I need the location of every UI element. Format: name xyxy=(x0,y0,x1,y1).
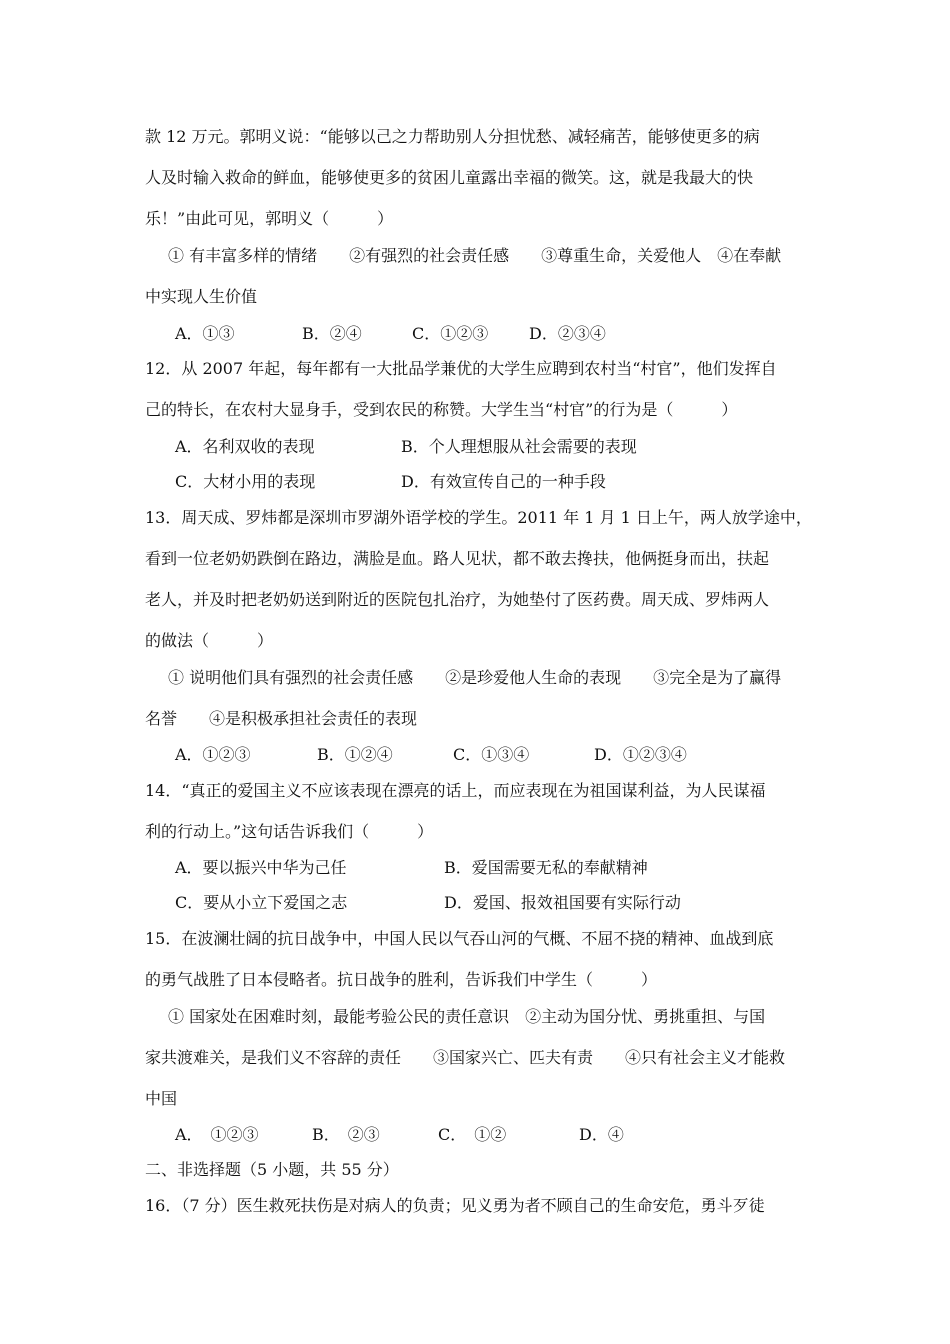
q12-line-2: 己的特长，在农村大显身手，受到农民的称赞。大学生当“村官”的行为是（ ） xyxy=(145,400,738,419)
q11-option-c: C．①②③ xyxy=(412,324,489,343)
q15-line-2: 的勇气战胜了日本侵略者。抗日战争的胜利，告诉我们中学生（ ） xyxy=(145,970,658,989)
q13-items-line-1: ① 说明他们具有强烈的社会责任感 ②是珍爱他人生命的表现 ③完全是为了赢得 xyxy=(168,668,782,687)
q15-option-c: C． ①② xyxy=(438,1125,507,1144)
q14-line-2: 利的行动上。”这句话告诉我们（ ） xyxy=(145,822,434,841)
q15-items-line-1: ① 国家处在困难时刻，最能考验公民的责任意识 ②主动为国分忧、勇挑重担、与国 xyxy=(168,1007,766,1026)
q11-items-line-1: ① 有丰富多样的情绪 ②有强烈的社会责任感 ③尊重生命，关爱他人 ④在奉献 xyxy=(168,246,782,265)
q15-option-d: D．④ xyxy=(579,1125,624,1144)
q11-option-a: A．①③ xyxy=(175,324,235,343)
section-heading: 二、非选择题（5 小题，共 55 分） xyxy=(145,1160,399,1179)
q13-option-a: A．①②③ xyxy=(175,745,251,764)
q13-items-line-2: 名誉 ④是积极承担社会责任的表现 xyxy=(145,709,418,728)
q14-option-a: A．要以振兴中华为己任 xyxy=(175,858,347,877)
q15-option-a: A． ①②③ xyxy=(175,1125,259,1144)
q11-items-line-2: 中实现人生价值 xyxy=(145,287,258,306)
q13-line-4: 的做法（ ） xyxy=(145,631,274,650)
q13-option-d: D．①②③④ xyxy=(594,745,687,764)
q11-line-1: 款 12 万元。郭明义说：“能够以己之力帮助别人分担忧愁、减轻痛苦，能够使更多的病 xyxy=(145,127,760,146)
q14-option-b: B．爱国需要无私的奉献精神 xyxy=(444,858,648,877)
q15-items-line-3: 中国 xyxy=(145,1089,178,1108)
q14-option-c: C．要从小立下爱国之志 xyxy=(175,893,348,912)
q12-line-1: 12．从 2007 年起，每年都有一大批品学兼优的大学生应聘到农村当“村官”，他们发挥自 xyxy=(145,359,777,378)
q16-line-1: 16．（7 分）医生救死扶伤是对病人的负责；见义勇为者不顾自己的生命安危，勇斗歹徒 xyxy=(145,1196,765,1215)
q15-line-1: 15．在波澜壮阔的抗日战争中，中国人民以气吞山河的气概、不屈不挠的精神、血战到底 xyxy=(145,929,774,948)
q14-line-1: 14．“真正的爱国主义不应该表现在漂亮的话上，而应表现在为祖国谋利益，为人民谋福 xyxy=(145,781,766,800)
q11-line-2: 人及时输入救命的鲜血，能够使更多的贫困儿童露出幸福的微笑。这，就是我最大的快 xyxy=(145,168,754,187)
q13-line-2: 看到一位老奶奶跌倒在路边，满脸是血。路人见状，都不敢去搀扶，他俩挺身而出，扶起 xyxy=(145,549,770,568)
q11-option-d: D．②③④ xyxy=(529,324,606,343)
q13-option-c: C．①③④ xyxy=(453,745,530,764)
q11-option-b: B．②④ xyxy=(302,324,362,343)
q15-option-b: B． ②③ xyxy=(312,1125,380,1144)
q11-line-3: 乐！”由此可见，郭明义（ ） xyxy=(145,209,394,228)
q12-option-b: B．个人理想服从社会需要的表现 xyxy=(401,437,637,456)
q12-option-a: A．名利双收的表现 xyxy=(175,437,315,456)
q13-line-1: 13．周天成、罗炜都是深圳市罗湖外语学校的学生。2011 年 1 月 1 日上午，两人放学途中， xyxy=(145,508,812,527)
q14-option-d: D．爱国、报效祖国要有实际行动 xyxy=(444,893,681,912)
q13-line-3: 老人，并及时把老奶奶送到附近的医院包扎治疗，为她垫付了医药费。周天成、罗炜两人 xyxy=(145,590,770,609)
q13-option-b: B．①②④ xyxy=(317,745,393,764)
q12-option-d: D．有效宣传自己的一种手段 xyxy=(401,472,606,491)
q15-items-line-2: 家共渡难关，是我们义不容辞的责任 ③国家兴亡、匹夫有责 ④只有社会主义才能救 xyxy=(145,1048,786,1067)
q12-option-c: C．大材小用的表现 xyxy=(175,472,316,491)
